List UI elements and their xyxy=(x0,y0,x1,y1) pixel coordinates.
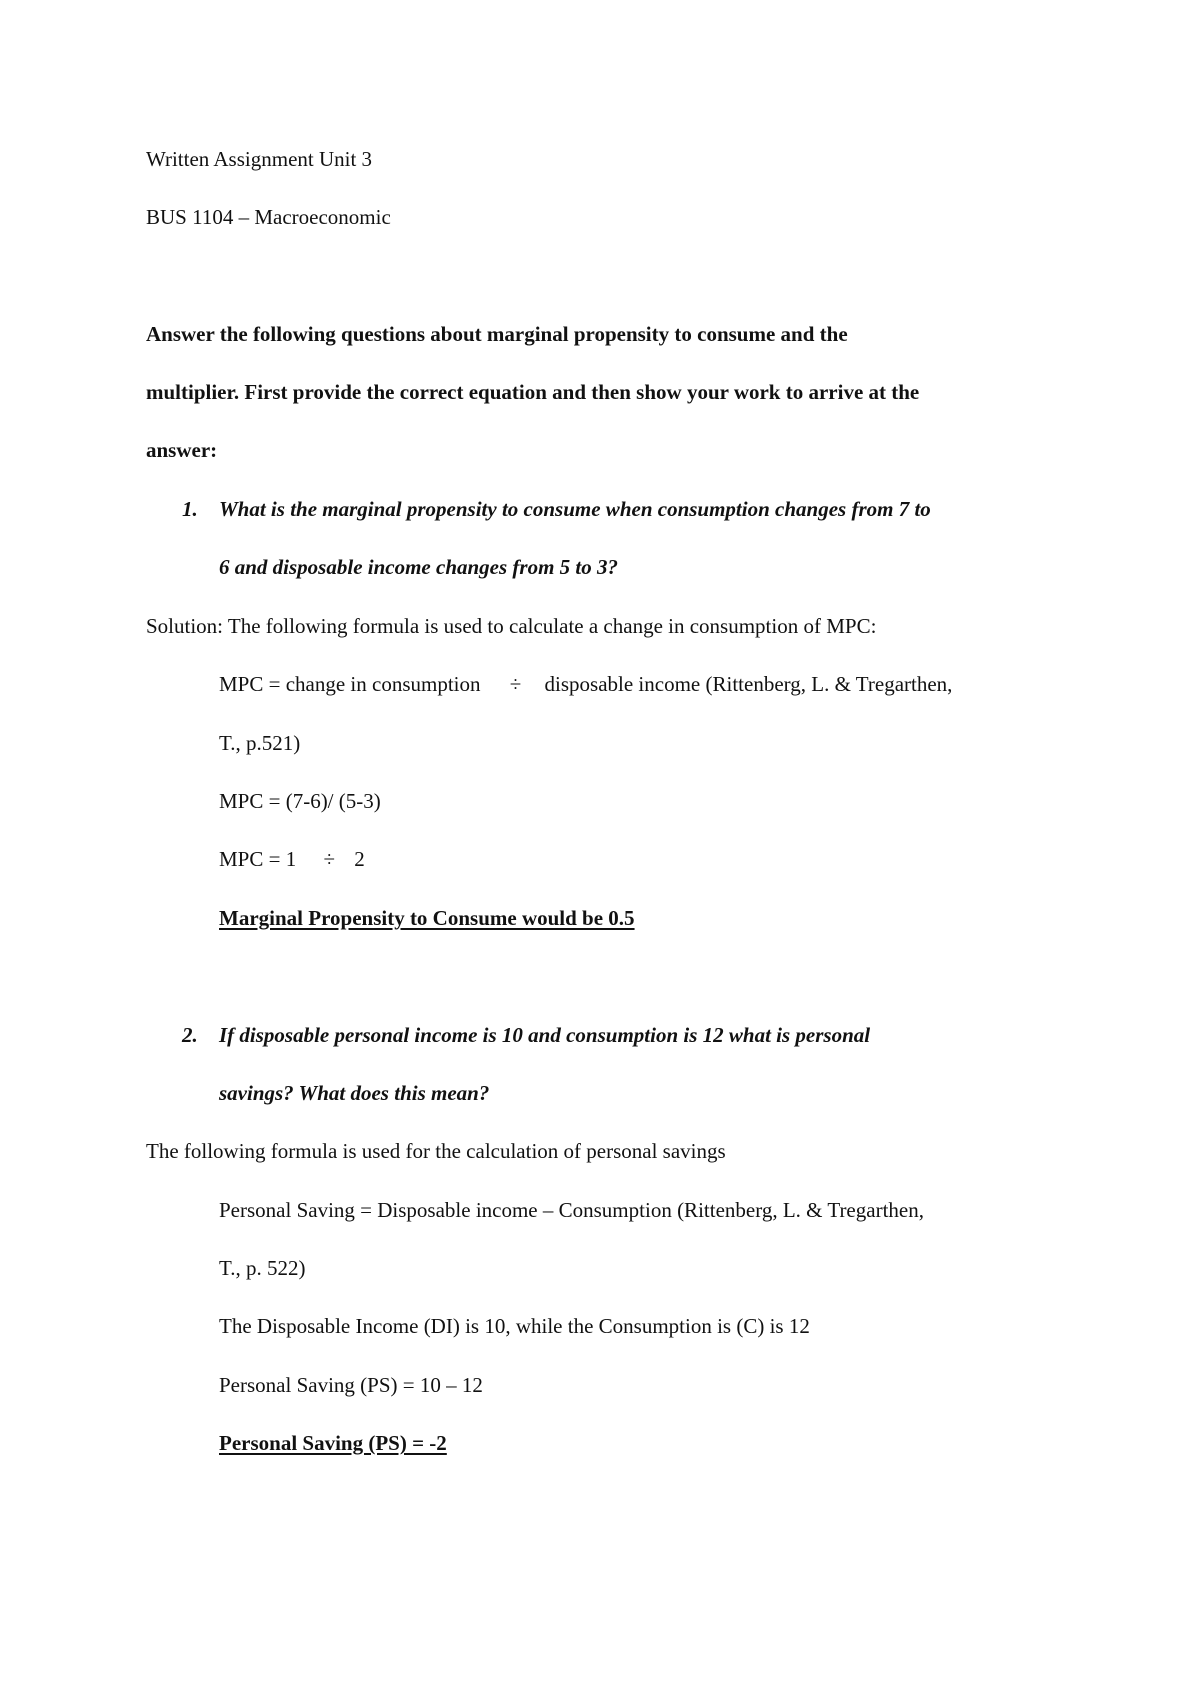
savings-formula: Personal Saving = Disposable income – Consumption (Rittenberg, L. & Tregarthen, xyxy=(219,1198,924,1222)
instructions-line-2: multiplier. First provide the correct equation and then show your work to arrive at the xyxy=(146,380,920,404)
mpc-formula xyxy=(219,671,952,697)
mpc-step-1: MPC = (7-6)/ (5-3) xyxy=(219,789,381,813)
question-2-line-1: If disposable personal income is 10 and consumption is 12 what is personal xyxy=(219,1023,871,1047)
savings-answer: Personal Saving (PS) = -2 xyxy=(219,1431,447,1455)
question-1-line-1: What is the marginal propensity to consume when consumption changes from 7 to xyxy=(219,497,931,521)
mpc-answer: Marginal Propensity to Consume would be 0.5 xyxy=(219,906,635,930)
mpc-step-2 xyxy=(219,846,365,872)
savings-intro: The following formula is used for the calculation of personal savings xyxy=(146,1139,726,1163)
mpc-formula-right: disposable income (Rittenberg, L. & Tregarthen, xyxy=(544,672,953,696)
instructions-line-3: answer: xyxy=(146,438,218,462)
savings-calculation: Personal Saving (PS) = 10 – 12 xyxy=(219,1373,483,1397)
instructions-line-1: Answer the following questions about marginal propensity to consume and the xyxy=(146,322,848,346)
mpc-step-2-right: 2 xyxy=(354,847,365,871)
question-1-line-2: 6 and disposable income changes from 5 to 3? xyxy=(219,555,619,579)
assignment-title: Written Assignment Unit 3 xyxy=(146,147,373,171)
savings-given-values: The Disposable Income (DI) is 10, while the Consumption is (C) is 12 xyxy=(219,1314,810,1338)
question-1-number: 1. xyxy=(182,497,198,521)
divide-symbol: ÷ xyxy=(509,672,522,696)
question-2-number: 2. xyxy=(182,1023,198,1047)
mpc-formula-left: MPC = change in consumption xyxy=(219,672,481,696)
course-name: BUS 1104 – Macroeconomic xyxy=(146,205,391,229)
divide-symbol: ÷ xyxy=(323,847,335,871)
solution-intro: Solution: The following formula is used to calculate a change in consumption of MPC: xyxy=(146,614,877,638)
savings-formula-citation: T., p. 522) xyxy=(219,1256,306,1280)
question-2-line-2: savings? What does this mean? xyxy=(219,1081,490,1105)
mpc-step-2-left: MPC = 1 xyxy=(219,847,297,871)
mpc-formula-citation: T., p.521) xyxy=(219,731,301,755)
